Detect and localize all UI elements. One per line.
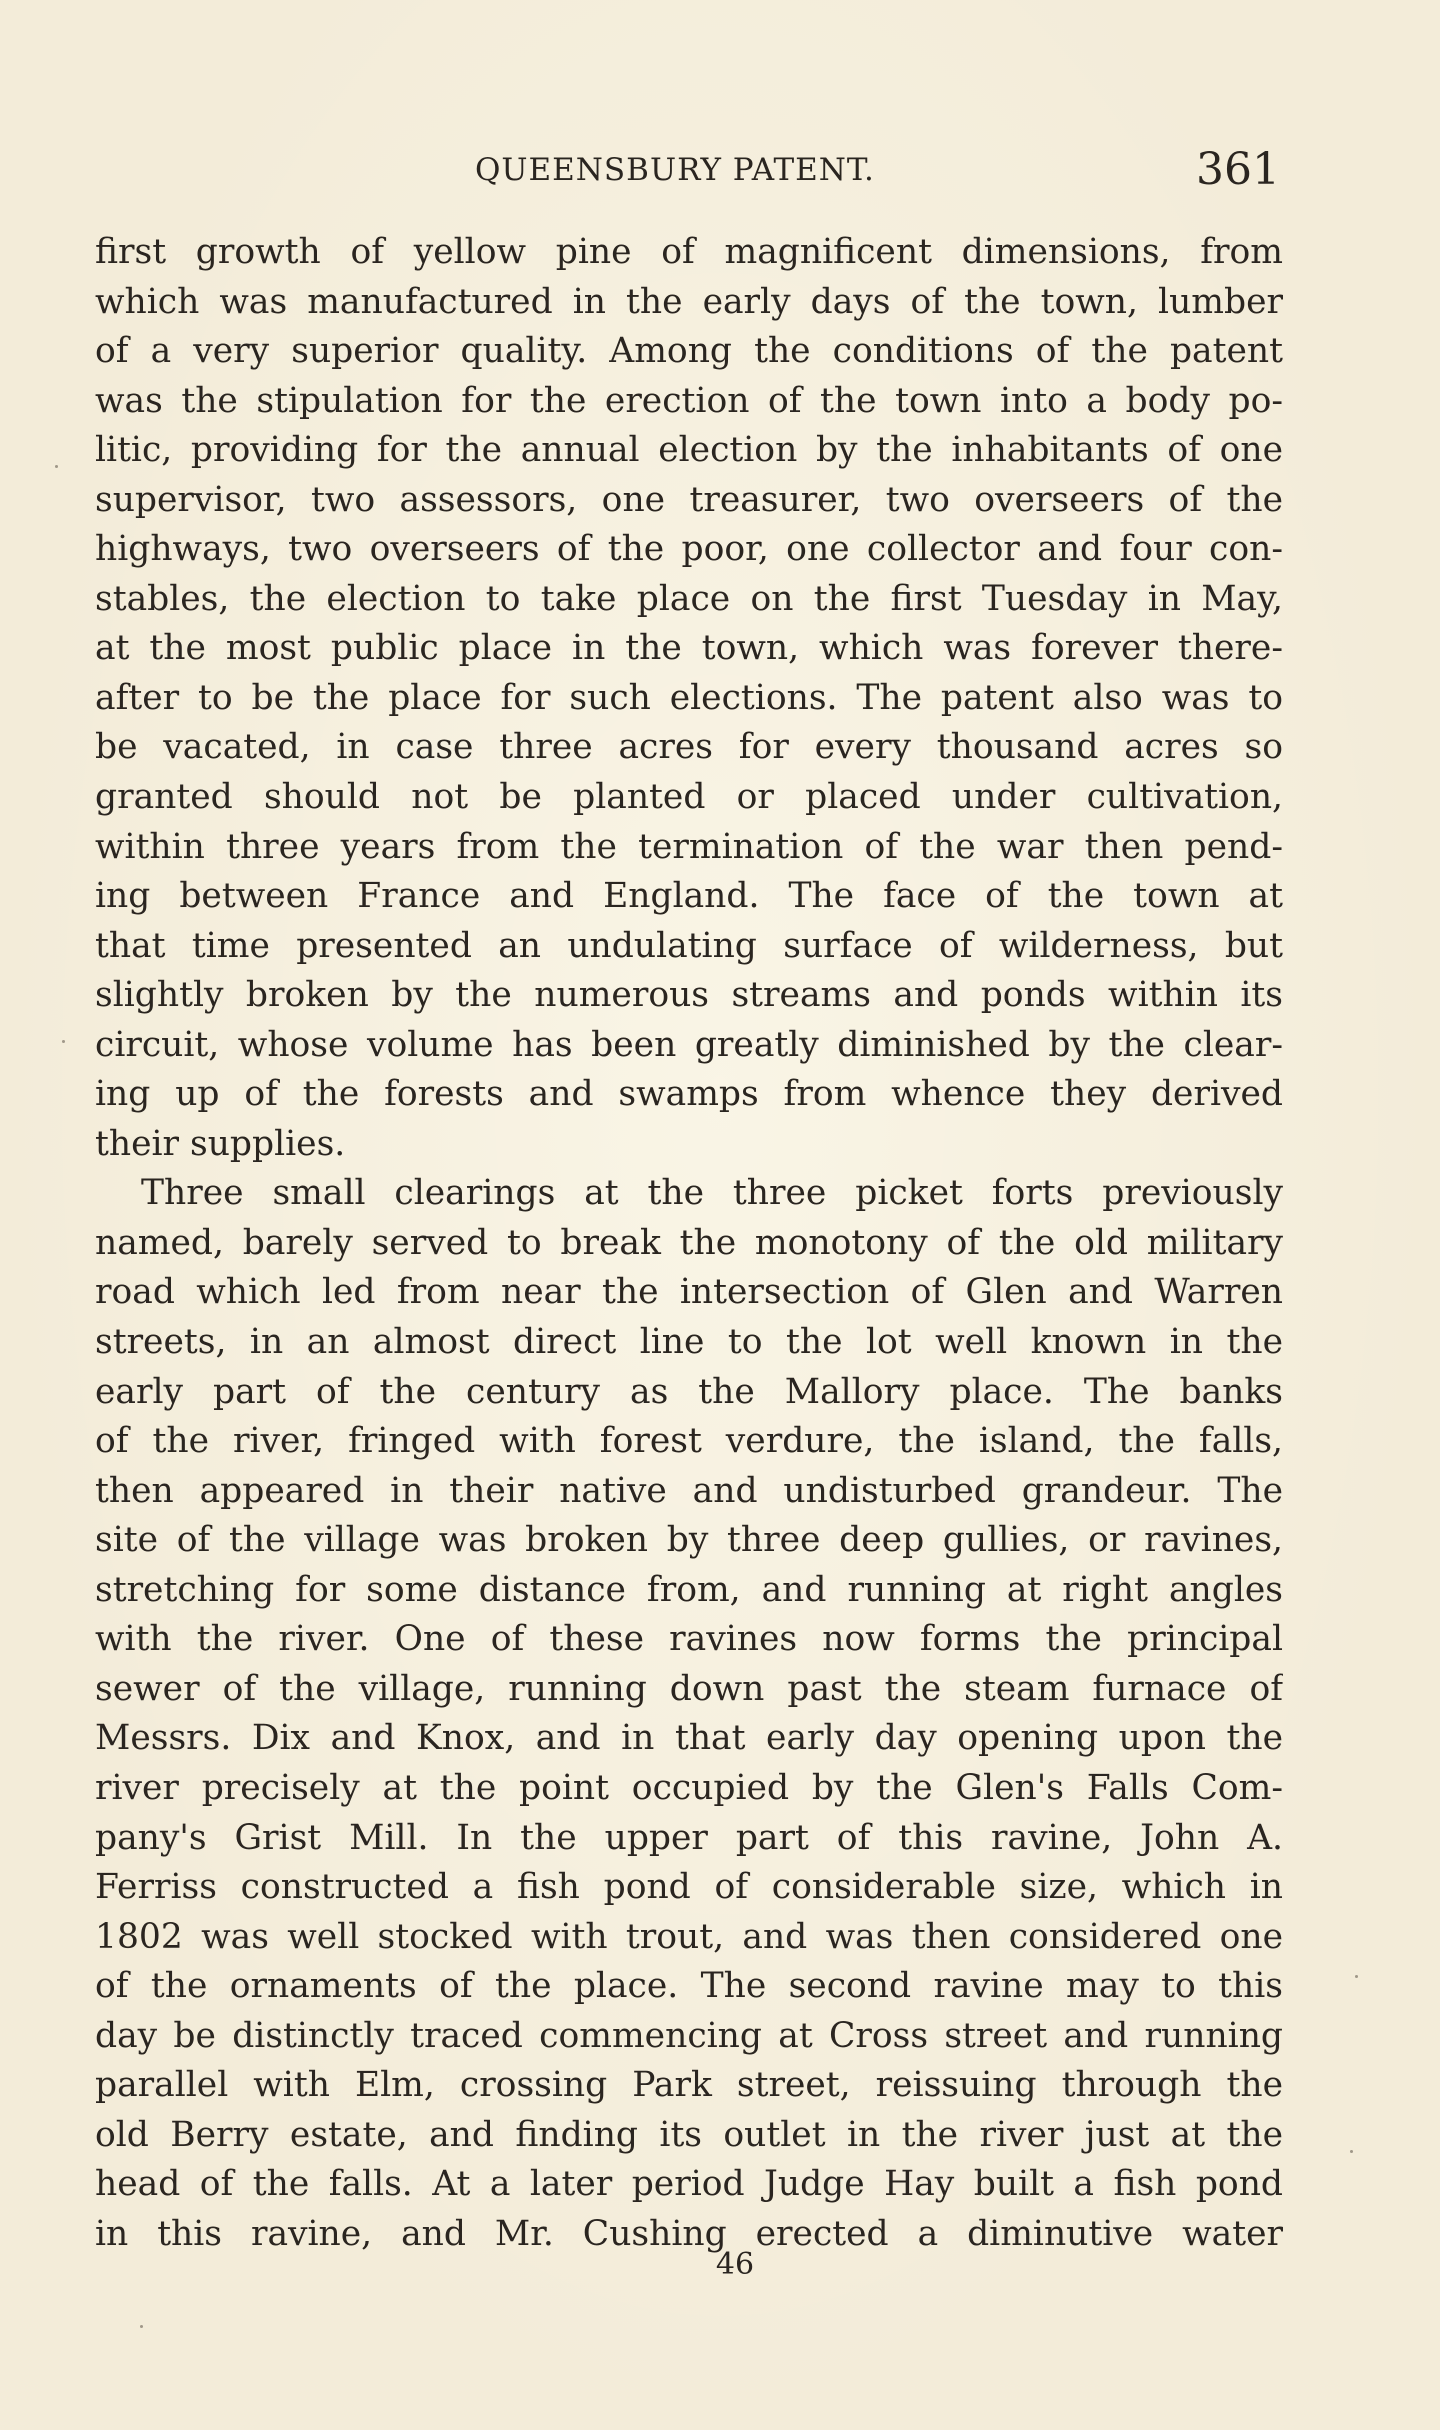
text-line: ing up of the forests and swamps from whence they derived [95, 1074, 1283, 1115]
text-line: supervisor, two assessors, one treasurer, two overseers of the [95, 479, 1283, 520]
text-line: of the river, fringed with forest verdure, the island, the falls, [95, 1421, 1283, 1462]
text-line: slightly broken by the numerous streams and ponds within its [95, 975, 1283, 1016]
text-line: streets, in an almost direct line to the lot well known in the [95, 1322, 1283, 1363]
text-line: old Berry estate, and finding its outlet in the river just at the [95, 2114, 1283, 2155]
text-line: litic, providing for the annual election by the inhabitants of one [95, 430, 1283, 471]
text-line: that time presented an undulating surface of wilderness, but [95, 925, 1283, 966]
text-line: in this ravine, and Mr. Cushing erected a diminutive water [95, 2213, 1283, 2254]
text-line: early part of the century as the Mallory place. The banks [95, 1371, 1283, 1412]
text-line: day be distinctly traced commencing at Cross street and running [95, 2015, 1283, 2056]
text-line: ing between France and England. The face of the town at [95, 876, 1283, 917]
text-line: granted should not be planted or placed under cultivation, [95, 777, 1283, 818]
text-line: was the stipulation for the erection of the town into a body po- [95, 380, 1283, 421]
text-line: 1802 was well stocked with trout, and was then considered one [95, 1916, 1283, 1957]
text-line: circuit, whose volume has been greatly diminished by the clear- [95, 1024, 1283, 1065]
text-line: head of the falls. At a later period Judge Hay built a fish pond [95, 2164, 1283, 2205]
text-line: stretching for some distance from, and running at right angles [95, 1569, 1283, 1610]
signature-mark: 46 [715, 2247, 755, 2282]
text-line: then appeared in their native and undisturbed grandeur. The [95, 1470, 1283, 1511]
text-line: of the ornaments of the place. The second ravine may to this [95, 1966, 1283, 2007]
text-line: stables, the election to take place on the first Tuesday in May, [95, 578, 1283, 619]
paper-speck [1350, 2150, 1353, 2153]
body-text [95, 228, 1283, 2259]
paper-speck [62, 1040, 65, 1043]
text-line: after to be the place for such elections. The patent also was to [95, 677, 1283, 718]
page-number: 361 [1196, 144, 1280, 195]
paper-speck [1355, 1975, 1358, 1978]
text-line: which was manufactured in the early days of the town, lumber [95, 281, 1283, 322]
text-line: parallel with Elm, crossing Park street, reissuing through the [95, 2065, 1283, 2106]
text-line: Messrs. Dix and Knox, and in that early day opening upon the [95, 1718, 1283, 1759]
text-line: site of the village was broken by three deep gullies, or ravines, [95, 1520, 1283, 1561]
text-line: be vacated, in case three acres for every thousand acres so [95, 727, 1283, 768]
text-line: road which led from near the intersection of Glen and Warren [95, 1272, 1283, 1313]
paper-speck [140, 2325, 143, 2328]
text-line: Ferriss constructed a fish pond of considerable size, which in [95, 1867, 1283, 1908]
text-line-paragraph-start: Three small clearings at the three picket forts previously [141, 1173, 1283, 1214]
text-line: at the most public place in the town, which was forever there- [95, 628, 1283, 669]
text-line: highways, two overseers of the poor, one collector and four con- [95, 529, 1283, 570]
text-line: named, barely served to break the monotony of the old military [95, 1222, 1283, 1263]
running-head [0, 140, 1440, 200]
text-line: of a very superior quality. Among the conditions of the patent [95, 331, 1283, 372]
paper-speck [55, 465, 58, 468]
text-line: river precisely at the point occupied by the Glen's Falls Com- [95, 1767, 1283, 1808]
text-line: with the river. One of these ravines now forms the principal [95, 1619, 1283, 1660]
text-line: pany's Grist Mill. In the upper part of this ravine, John A. [95, 1817, 1283, 1858]
text-line: within three years from the termination of the war then pend- [95, 826, 1283, 867]
running-title: QUEENSBURY PATENT. [475, 152, 875, 188]
text-line: first growth of yellow pine of magnificent dimensions, from [95, 232, 1283, 272]
text-line-paragraph-end: their supplies. [95, 1123, 346, 1164]
text-line: sewer of the village, running down past the steam furnace of [95, 1668, 1283, 1709]
